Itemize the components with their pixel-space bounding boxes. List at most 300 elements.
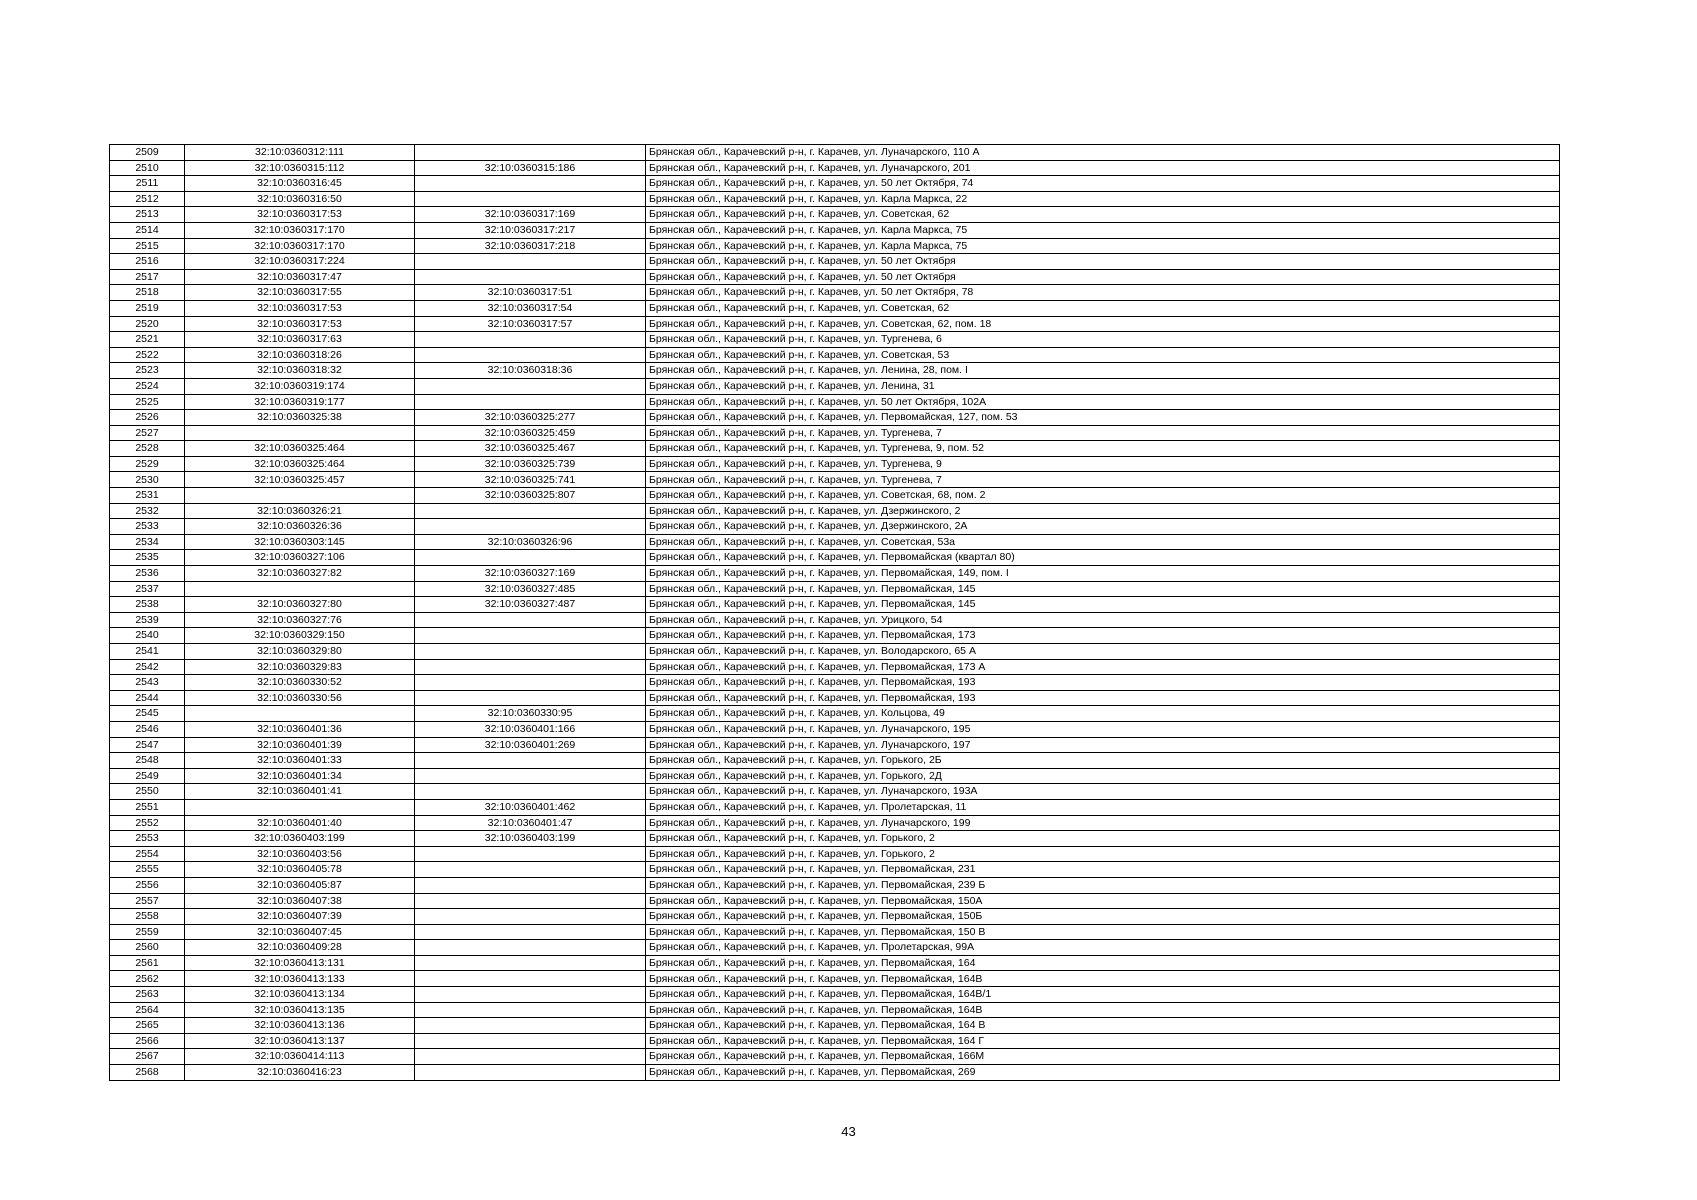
address-cell: Брянская обл., Карачевский р-н, г. Карачев, ул. Первомайская, 164В (646, 1002, 1560, 1018)
cadastral-number-cell: 32:10:0360317:224 (185, 254, 415, 270)
related-cadastral-number-cell (415, 503, 646, 519)
cadastral-number-cell: 32:10:0360401:39 (185, 737, 415, 753)
cadastral-number-cell: 32:10:0360327:82 (185, 566, 415, 582)
cadastral-number-cell: 32:10:0360317:53 (185, 207, 415, 223)
row-number-cell: 2533 (110, 519, 185, 535)
table-row (110, 721, 1560, 737)
address-cell: Брянская обл., Карачевский р-н, г. Карачев, ул. Первомайская, 193 (646, 690, 1560, 706)
table-row (110, 1049, 1560, 1065)
address-cell: Брянская обл., Карачевский р-н, г. Карачев, ул. Первомайская, 164В (646, 971, 1560, 987)
row-number-cell: 2548 (110, 753, 185, 769)
cadastral-number-cell: 32:10:0360413:137 (185, 1033, 415, 1049)
address-cell: Брянская обл., Карачевский р-н, г. Карачев, ул. Советская, 53а (646, 534, 1560, 550)
related-cadastral-number-cell: 32:10:0360325:467 (415, 441, 646, 457)
table-row (110, 394, 1560, 410)
table-row (110, 877, 1560, 893)
row-number-cell: 2551 (110, 799, 185, 815)
cadastral-number-cell: 32:10:0360316:50 (185, 191, 415, 207)
table-row (110, 768, 1560, 784)
table-row (110, 269, 1560, 285)
cadastral-number-cell: 32:10:0360401:36 (185, 721, 415, 737)
table-row (110, 644, 1560, 660)
related-cadastral-number-cell (415, 191, 646, 207)
row-number-cell: 2543 (110, 675, 185, 691)
row-number-cell: 2531 (110, 488, 185, 504)
address-cell: Брянская обл., Карачевский р-н, г. Карачев, ул. Луначарского, 193А (646, 784, 1560, 800)
cadastral-number-cell: 32:10:0360329:150 (185, 628, 415, 644)
row-number-cell: 2526 (110, 410, 185, 426)
cadastral-number-cell: 32:10:0360318:32 (185, 363, 415, 379)
row-number-cell: 2549 (110, 768, 185, 784)
address-cell: Брянская обл., Карачевский р-н, г. Карачев, ул. Первомайская, 127, пом. 53 (646, 410, 1560, 426)
table-row (110, 363, 1560, 379)
row-number-cell: 2513 (110, 207, 185, 223)
table-row (110, 191, 1560, 207)
row-number-cell: 2544 (110, 690, 185, 706)
table-row (110, 456, 1560, 472)
related-cadastral-number-cell (415, 145, 646, 161)
row-number-cell: 2555 (110, 862, 185, 878)
cadastral-number-cell (185, 581, 415, 597)
table-row (110, 503, 1560, 519)
row-number-cell: 2537 (110, 581, 185, 597)
table-row (110, 566, 1560, 582)
cadastral-number-cell: 32:10:0360414:113 (185, 1049, 415, 1065)
table-row (110, 300, 1560, 316)
related-cadastral-number-cell (415, 893, 646, 909)
address-cell: Брянская обл., Карачевский р-н, г. Карачев, ул. Первомайская (квартал 80) (646, 550, 1560, 566)
cadastral-number-cell: 32:10:0360401:40 (185, 815, 415, 831)
related-cadastral-number-cell (415, 347, 646, 363)
row-number-cell: 2554 (110, 846, 185, 862)
cadastral-number-cell: 32:10:0360327:106 (185, 550, 415, 566)
table-row (110, 987, 1560, 1003)
address-cell: Брянская обл., Карачевский р-н, г. Карачев, ул. Тургенева, 9 (646, 456, 1560, 472)
row-number-cell: 2552 (110, 815, 185, 831)
table-row (110, 285, 1560, 301)
related-cadastral-number-cell: 32:10:0360325:277 (415, 410, 646, 426)
address-cell: Брянская обл., Карачевский р-н, г. Карачев, ул. Ленина, 28, пом. I (646, 363, 1560, 379)
table-row (110, 472, 1560, 488)
address-cell: Брянская обл., Карачевский р-н, г. Карачев, ул. Дзержинского, 2А (646, 519, 1560, 535)
cadastral-number-cell: 32:10:0360401:34 (185, 768, 415, 784)
registry-table (109, 144, 1560, 1081)
row-number-cell: 2559 (110, 924, 185, 940)
row-number-cell: 2540 (110, 628, 185, 644)
address-cell: Брянская обл., Карачевский р-н, г. Карачев, ул. Горького, 2 (646, 846, 1560, 862)
address-cell: Брянская обл., Карачевский р-н, г. Карачев, ул. Кольцова, 49 (646, 706, 1560, 722)
related-cadastral-number-cell (415, 1033, 646, 1049)
cadastral-number-cell: 32:10:0360330:56 (185, 690, 415, 706)
row-number-cell: 2550 (110, 784, 185, 800)
address-cell: Брянская обл., Карачевский р-н, г. Карачев, ул. Первомайская, 164В/1 (646, 987, 1560, 1003)
row-number-cell: 2523 (110, 363, 185, 379)
row-number-cell: 2558 (110, 909, 185, 925)
row-number-cell: 2535 (110, 550, 185, 566)
table-row (110, 176, 1560, 192)
table-row (110, 971, 1560, 987)
row-number-cell: 2566 (110, 1033, 185, 1049)
related-cadastral-number-cell (415, 1002, 646, 1018)
cadastral-number-cell: 32:10:0360329:83 (185, 659, 415, 675)
row-number-cell: 2546 (110, 721, 185, 737)
row-number-cell: 2539 (110, 612, 185, 628)
related-cadastral-number-cell: 32:10:0360401:462 (415, 799, 646, 815)
address-cell: Брянская обл., Карачевский р-н, г. Карачев, ул. Первомайская, 145 (646, 597, 1560, 613)
row-number-cell: 2517 (110, 269, 185, 285)
address-cell: Брянская обл., Карачевский р-н, г. Карачев, ул. 50 лет Октября (646, 269, 1560, 285)
related-cadastral-number-cell: 32:10:0360330:95 (415, 706, 646, 722)
address-cell: Брянская обл., Карачевский р-н, г. Карачев, ул. Дзержинского, 2 (646, 503, 1560, 519)
cadastral-number-cell: 32:10:0360413:133 (185, 971, 415, 987)
table-row (110, 628, 1560, 644)
address-cell: Брянская обл., Карачевский р-н, г. Карачев, ул. Луначарского, 199 (646, 815, 1560, 831)
row-number-cell: 2542 (110, 659, 185, 675)
related-cadastral-number-cell (415, 254, 646, 270)
cadastral-number-cell: 32:10:0360325:464 (185, 441, 415, 457)
cadastral-number-cell: 32:10:0360317:63 (185, 332, 415, 348)
related-cadastral-number-cell (415, 987, 646, 1003)
row-number-cell: 2563 (110, 987, 185, 1003)
address-cell: Брянская обл., Карачевский р-н, г. Карачев, ул. Первомайская, 193 (646, 675, 1560, 691)
table-row (110, 1002, 1560, 1018)
cadastral-number-cell (185, 425, 415, 441)
address-cell: Брянская обл., Карачевский р-н, г. Карачев, ул. Горького, 2 (646, 831, 1560, 847)
table-row (110, 332, 1560, 348)
address-cell: Брянская обл., Карачевский р-н, г. Карачев, ул. 50 лет Октября, 74 (646, 176, 1560, 192)
related-cadastral-number-cell (415, 394, 646, 410)
related-cadastral-number-cell: 32:10:0360325:807 (415, 488, 646, 504)
address-cell: Брянская обл., Карачевский р-н, г. Карачев, ул. Тургенева, 6 (646, 332, 1560, 348)
table-row (110, 846, 1560, 862)
cadastral-number-cell: 32:10:0360327:76 (185, 612, 415, 628)
cadastral-number-cell: 32:10:0360303:145 (185, 534, 415, 550)
address-cell: Брянская обл., Карачевский р-н, г. Карачев, ул. Пролетарская, 99А (646, 940, 1560, 956)
related-cadastral-number-cell (415, 269, 646, 285)
table-row (110, 799, 1560, 815)
row-number-cell: 2534 (110, 534, 185, 550)
cadastral-number-cell: 32:10:0360316:45 (185, 176, 415, 192)
related-cadastral-number-cell: 32:10:0360401:47 (415, 815, 646, 831)
table-row (110, 378, 1560, 394)
related-cadastral-number-cell (415, 924, 646, 940)
related-cadastral-number-cell (415, 846, 646, 862)
row-number-cell: 2525 (110, 394, 185, 410)
row-number-cell: 2538 (110, 597, 185, 613)
related-cadastral-number-cell: 32:10:0360327:485 (415, 581, 646, 597)
table-row (110, 862, 1560, 878)
address-cell: Брянская обл., Карачевский р-н, г. Карачев, ул. Карла Маркса, 22 (646, 191, 1560, 207)
related-cadastral-number-cell: 32:10:0360325:739 (415, 456, 646, 472)
row-number-cell: 2553 (110, 831, 185, 847)
cadastral-number-cell: 32:10:0360407:45 (185, 924, 415, 940)
cadastral-number-cell: 32:10:0360326:21 (185, 503, 415, 519)
related-cadastral-number-cell: 32:10:0360325:459 (415, 425, 646, 441)
cadastral-number-cell: 32:10:0360317:53 (185, 316, 415, 332)
related-cadastral-number-cell: 32:10:0360318:36 (415, 363, 646, 379)
related-cadastral-number-cell: 32:10:0360317:57 (415, 316, 646, 332)
cadastral-number-cell: 32:10:0360403:199 (185, 831, 415, 847)
cadastral-number-cell: 32:10:0360403:56 (185, 846, 415, 862)
cadastral-number-cell: 32:10:0360405:87 (185, 877, 415, 893)
related-cadastral-number-cell (415, 1049, 646, 1065)
table-row (110, 519, 1560, 535)
address-cell: Брянская обл., Карачевский р-н, г. Карачев, ул. Карла Маркса, 75 (646, 222, 1560, 238)
cadastral-number-cell: 32:10:0360319:174 (185, 378, 415, 394)
related-cadastral-number-cell: 32:10:0360327:487 (415, 597, 646, 613)
cadastral-number-cell: 32:10:0360407:38 (185, 893, 415, 909)
related-cadastral-number-cell: 32:10:0360317:54 (415, 300, 646, 316)
address-cell: Брянская обл., Карачевский р-н, г. Карачев, ул. Первомайская, 150А (646, 893, 1560, 909)
row-number-cell: 2532 (110, 503, 185, 519)
table-row (110, 706, 1560, 722)
table-row (110, 659, 1560, 675)
address-cell: Брянская обл., Карачевский р-н, г. Карачев, ул. 50 лет Октября, 78 (646, 285, 1560, 301)
row-number-cell: 2556 (110, 877, 185, 893)
row-number-cell: 2527 (110, 425, 185, 441)
page-number: 43 (841, 1124, 856, 1139)
row-number-cell: 2528 (110, 441, 185, 457)
cadastral-number-cell (185, 799, 415, 815)
related-cadastral-number-cell: 32:10:0360317:217 (415, 222, 646, 238)
row-number-cell: 2518 (110, 285, 185, 301)
related-cadastral-number-cell (415, 644, 646, 660)
cadastral-number-cell: 32:10:0360401:41 (185, 784, 415, 800)
related-cadastral-number-cell (415, 675, 646, 691)
row-number-cell: 2511 (110, 176, 185, 192)
row-number-cell: 2541 (110, 644, 185, 660)
table-row (110, 690, 1560, 706)
table-row (110, 145, 1560, 161)
cadastral-number-cell: 32:10:0360319:177 (185, 394, 415, 410)
table-row (110, 207, 1560, 223)
address-cell: Брянская обл., Карачевский р-н, г. Карачев, ул. Первомайская, 173 (646, 628, 1560, 644)
address-cell: Брянская обл., Карачевский р-н, г. Карачев, ул. Первомайская, 145 (646, 581, 1560, 597)
row-number-cell: 2519 (110, 300, 185, 316)
address-cell: Брянская обл., Карачевский р-н, г. Карачев, ул. Пролетарская, 11 (646, 799, 1560, 815)
table-row (110, 831, 1560, 847)
cadastral-number-cell: 32:10:0360317:170 (185, 222, 415, 238)
row-number-cell: 2567 (110, 1049, 185, 1065)
related-cadastral-number-cell (415, 909, 646, 925)
table-row (110, 254, 1560, 270)
table-row (110, 1033, 1560, 1049)
table-row (110, 550, 1560, 566)
related-cadastral-number-cell (415, 971, 646, 987)
row-number-cell: 2562 (110, 971, 185, 987)
row-number-cell: 2568 (110, 1065, 185, 1081)
table-row (110, 347, 1560, 363)
table-row (110, 753, 1560, 769)
address-cell: Брянская обл., Карачевский р-н, г. Карачев, ул. Советская, 68, пом. 2 (646, 488, 1560, 504)
address-cell: Брянская обл., Карачевский р-н, г. Карачев, ул. Первомайская, 164 Г (646, 1033, 1560, 1049)
cadastral-number-cell: 32:10:0360413:134 (185, 987, 415, 1003)
address-cell: Брянская обл., Карачевский р-н, г. Карачев, ул. Луначарского, 201 (646, 160, 1560, 176)
table-row (110, 534, 1560, 550)
related-cadastral-number-cell: 32:10:0360325:741 (415, 472, 646, 488)
related-cadastral-number-cell (415, 690, 646, 706)
address-cell: Брянская обл., Карачевский р-н, г. Карачев, ул. Луначарского, 195 (646, 721, 1560, 737)
cadastral-number-cell: 32:10:0360413:135 (185, 1002, 415, 1018)
address-cell: Брянская обл., Карачевский р-н, г. Карачев, ул. Первомайская, 166М (646, 1049, 1560, 1065)
related-cadastral-number-cell: 32:10:0360401:269 (415, 737, 646, 753)
related-cadastral-number-cell: 32:10:0360401:166 (415, 721, 646, 737)
address-cell: Брянская обл., Карачевский р-н, г. Карачев, ул. Тургенева, 9, пом. 52 (646, 441, 1560, 457)
table-row (110, 940, 1560, 956)
related-cadastral-number-cell: 32:10:0360315:186 (415, 160, 646, 176)
table-row (110, 1065, 1560, 1081)
row-number-cell: 2564 (110, 1002, 185, 1018)
cadastral-number-cell: 32:10:0360413:131 (185, 955, 415, 971)
table-row (110, 425, 1560, 441)
related-cadastral-number-cell (415, 784, 646, 800)
related-cadastral-number-cell (415, 1065, 646, 1081)
row-number-cell: 2510 (110, 160, 185, 176)
related-cadastral-number-cell (415, 753, 646, 769)
cadastral-number-cell (185, 706, 415, 722)
table-row (110, 737, 1560, 753)
table-row (110, 1018, 1560, 1034)
related-cadastral-number-cell (415, 378, 646, 394)
table-row (110, 441, 1560, 457)
related-cadastral-number-cell (415, 176, 646, 192)
cadastral-number-cell: 32:10:0360413:136 (185, 1018, 415, 1034)
related-cadastral-number-cell (415, 1018, 646, 1034)
cadastral-number-cell: 32:10:0360315:112 (185, 160, 415, 176)
table-row (110, 612, 1560, 628)
cadastral-number-cell: 32:10:0360330:52 (185, 675, 415, 691)
address-cell: Брянская обл., Карачевский р-н, г. Карачев, ул. Первомайская, 150Б (646, 909, 1560, 925)
row-number-cell: 2560 (110, 940, 185, 956)
address-cell: Брянская обл., Карачевский р-н, г. Карачев, ул. Советская, 62, пом. 18 (646, 316, 1560, 332)
address-cell: Брянская обл., Карачевский р-н, г. Карачев, ул. Луначарского, 197 (646, 737, 1560, 753)
row-number-cell: 2509 (110, 145, 185, 161)
related-cadastral-number-cell (415, 612, 646, 628)
table-row (110, 784, 1560, 800)
row-number-cell: 2545 (110, 706, 185, 722)
row-number-cell: 2515 (110, 238, 185, 254)
related-cadastral-number-cell (415, 519, 646, 535)
table-row (110, 909, 1560, 925)
related-cadastral-number-cell (415, 628, 646, 644)
cadastral-number-cell: 32:10:0360325:38 (185, 410, 415, 426)
row-number-cell: 2561 (110, 955, 185, 971)
row-number-cell: 2512 (110, 191, 185, 207)
address-cell: Брянская обл., Карачевский р-н, г. Карачев, ул. Первомайская, 173 А (646, 659, 1560, 675)
cadastral-number-cell: 32:10:0360317:170 (185, 238, 415, 254)
row-number-cell: 2521 (110, 332, 185, 348)
related-cadastral-number-cell: 32:10:0360317:169 (415, 207, 646, 223)
related-cadastral-number-cell (415, 877, 646, 893)
row-number-cell: 2547 (110, 737, 185, 753)
table-row (110, 924, 1560, 940)
cadastral-number-cell: 32:10:0360312:111 (185, 145, 415, 161)
cadastral-number-cell: 32:10:0360409:28 (185, 940, 415, 956)
address-cell: Брянская обл., Карачевский р-н, г. Карачев, ул. Горького, 2Б (646, 753, 1560, 769)
related-cadastral-number-cell (415, 940, 646, 956)
address-cell: Брянская обл., Карачевский р-н, г. Карачев, ул. 50 лет Октября (646, 254, 1560, 270)
row-number-cell: 2514 (110, 222, 185, 238)
row-number-cell: 2520 (110, 316, 185, 332)
row-number-cell: 2516 (110, 254, 185, 270)
table-row (110, 160, 1560, 176)
address-cell: Брянская обл., Карачевский р-н, г. Карачев, ул. Урицкого, 54 (646, 612, 1560, 628)
related-cadastral-number-cell: 32:10:0360327:169 (415, 566, 646, 582)
address-cell: Брянская обл., Карачевский р-н, г. Карачев, ул. Горького, 2Д (646, 768, 1560, 784)
table-row (110, 815, 1560, 831)
cadastral-number-cell: 32:10:0360317:55 (185, 285, 415, 301)
address-cell: Брянская обл., Карачевский р-н, г. Карачев, ул. Советская, 62 (646, 300, 1560, 316)
address-cell: Брянская обл., Карачевский р-н, г. Карачев, ул. Первомайская, 239 Б (646, 877, 1560, 893)
table-row (110, 581, 1560, 597)
cadastral-number-cell (185, 488, 415, 504)
table-row (110, 893, 1560, 909)
row-number-cell: 2529 (110, 456, 185, 472)
address-cell: Брянская обл., Карачевский р-н, г. Карачев, ул. Володарского, 65 А (646, 644, 1560, 660)
address-cell: Брянская обл., Карачевский р-н, г. Карачев, ул. Первомайская, 269 (646, 1065, 1560, 1081)
row-number-cell: 2557 (110, 893, 185, 909)
row-number-cell: 2565 (110, 1018, 185, 1034)
related-cadastral-number-cell (415, 955, 646, 971)
address-cell: Брянская обл., Карачевский р-н, г. Карачев, ул. Советская, 53 (646, 347, 1560, 363)
related-cadastral-number-cell: 32:10:0360317:218 (415, 238, 646, 254)
related-cadastral-number-cell (415, 332, 646, 348)
table-row (110, 675, 1560, 691)
related-cadastral-number-cell: 32:10:0360403:199 (415, 831, 646, 847)
address-cell: Брянская обл., Карачевский р-н, г. Карачев, ул. Тургенева, 7 (646, 425, 1560, 441)
address-cell: Брянская обл., Карачевский р-н, г. Карачев, ул. Луначарского, 110 А (646, 145, 1560, 161)
table-row (110, 955, 1560, 971)
table-row (110, 488, 1560, 504)
cadastral-number-cell: 32:10:0360325:464 (185, 456, 415, 472)
address-cell: Брянская обл., Карачевский р-н, г. Карачев, ул. Первомайская, 164 (646, 955, 1560, 971)
related-cadastral-number-cell (415, 862, 646, 878)
address-cell: Брянская обл., Карачевский р-н, г. Карачев, ул. Первомайская, 149, пом. I (646, 566, 1560, 582)
address-cell: Брянская обл., Карачевский р-н, г. Карачев, ул. 50 лет Октября, 102А (646, 394, 1560, 410)
related-cadastral-number-cell (415, 659, 646, 675)
table-row (110, 410, 1560, 426)
cadastral-number-cell: 32:10:0360317:47 (185, 269, 415, 285)
address-cell: Брянская обл., Карачевский р-н, г. Карачев, ул. Советская, 62 (646, 207, 1560, 223)
address-cell: Брянская обл., Карачевский р-н, г. Карачев, ул. Тургенева, 7 (646, 472, 1560, 488)
cadastral-number-cell: 32:10:0360401:33 (185, 753, 415, 769)
address-cell: Брянская обл., Карачевский р-н, г. Карачев, ул. Ленина, 31 (646, 378, 1560, 394)
cadastral-number-cell: 32:10:0360326:36 (185, 519, 415, 535)
row-number-cell: 2524 (110, 378, 185, 394)
cadastral-number-cell: 32:10:0360405:78 (185, 862, 415, 878)
row-number-cell: 2536 (110, 566, 185, 582)
related-cadastral-number-cell (415, 550, 646, 566)
row-number-cell: 2530 (110, 472, 185, 488)
cadastral-number-cell: 32:10:0360416:23 (185, 1065, 415, 1081)
cadastral-number-cell: 32:10:0360317:53 (185, 300, 415, 316)
related-cadastral-number-cell: 32:10:0360317:51 (415, 285, 646, 301)
cadastral-number-cell: 32:10:0360318:26 (185, 347, 415, 363)
row-number-cell: 2522 (110, 347, 185, 363)
registry-table-body (110, 145, 1560, 1081)
table-row (110, 316, 1560, 332)
related-cadastral-number-cell (415, 768, 646, 784)
address-cell: Брянская обл., Карачевский р-н, г. Карачев, ул. Первомайская, 150 В (646, 924, 1560, 940)
address-cell: Брянская обл., Карачевский р-н, г. Карачев, ул. Карла Маркса, 75 (646, 238, 1560, 254)
cadastral-number-cell: 32:10:0360329:80 (185, 644, 415, 660)
table-row (110, 597, 1560, 613)
table-row (110, 238, 1560, 254)
cadastral-number-cell: 32:10:0360325:457 (185, 472, 415, 488)
address-cell: Брянская обл., Карачевский р-н, г. Карачев, ул. Первомайская, 231 (646, 862, 1560, 878)
cadastral-number-cell: 32:10:0360407:39 (185, 909, 415, 925)
related-cadastral-number-cell: 32:10:0360326:96 (415, 534, 646, 550)
